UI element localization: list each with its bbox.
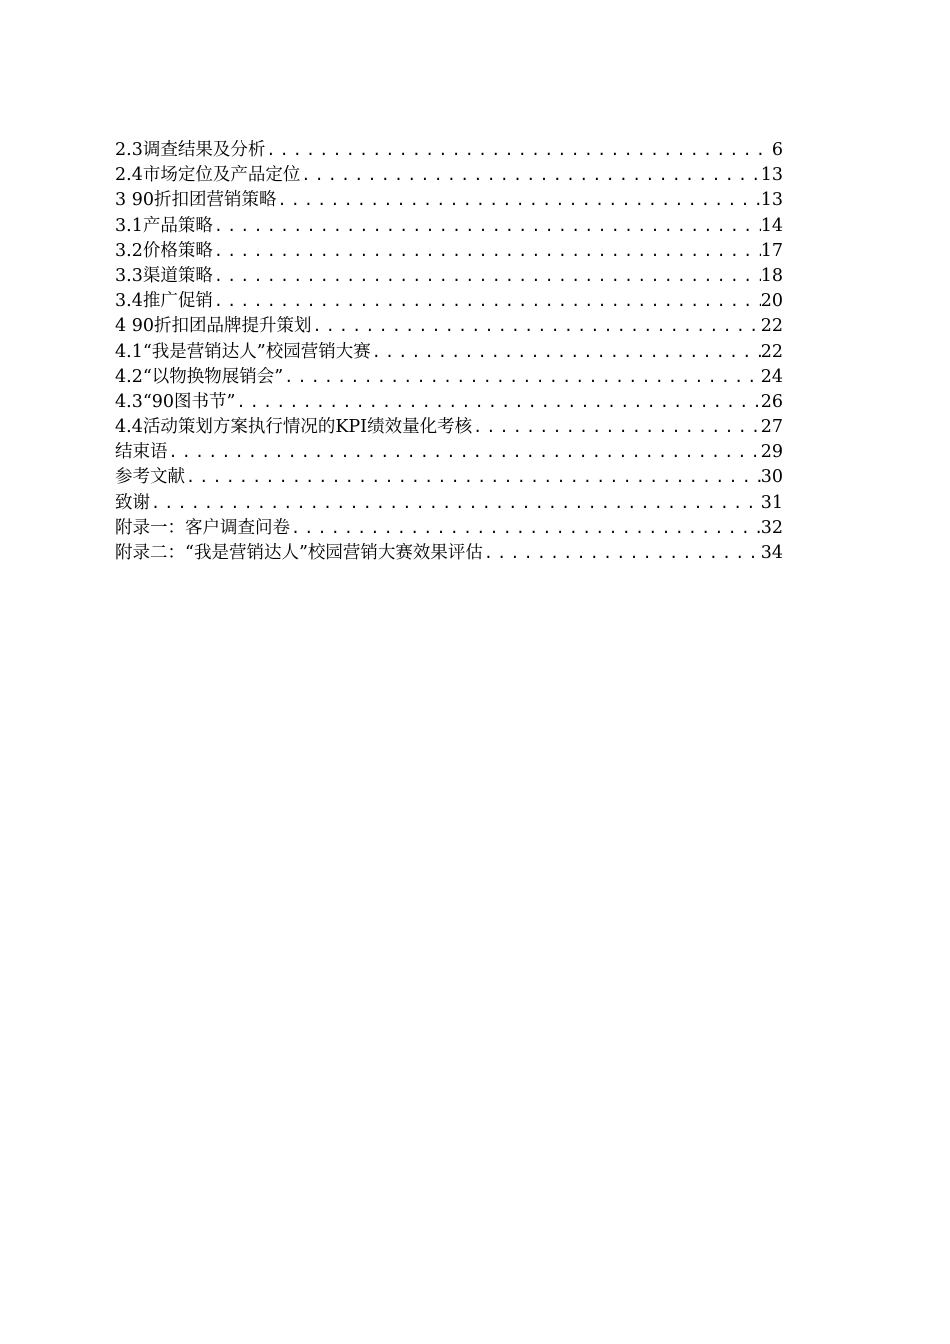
- toc-entry-page: 27: [760, 417, 783, 438]
- toc-entry-page: 22: [760, 316, 783, 337]
- toc-entry-title: 4.3“90图书节”: [115, 391, 236, 412]
- toc-entry-page: 34: [760, 543, 783, 563]
- toc-entry-page: 32: [760, 517, 783, 538]
- toc-dot-leader: [150, 491, 761, 516]
- toc-entry-title: 4.2“以物换物展销会”: [115, 366, 284, 387]
- toc-dot-leader: [213, 239, 761, 264]
- toc-entry-title: 附录二：“我是营销达人”校园营销大赛效果评估: [115, 543, 483, 563]
- toc-entry-page: 31: [760, 492, 783, 513]
- toc-entry-title: 3.1产品策略: [115, 215, 213, 236]
- toc-dot-leader: [213, 214, 761, 239]
- toc-entry-title: 结束语: [115, 442, 168, 463]
- toc-entry[interactable]: [115, 491, 783, 516]
- toc-dot-leader: [213, 264, 761, 289]
- toc-entry-title: 3.3渠道策略: [115, 265, 213, 286]
- toc-dot-leader: [213, 289, 761, 314]
- toc-dot-leader: [300, 163, 760, 188]
- toc-entry-page: 22: [760, 341, 783, 362]
- toc-entry[interactable]: [115, 214, 783, 239]
- toc-entry[interactable]: [115, 365, 783, 390]
- toc-entry-title: 4.4活动策划方案执行情况的KPI绩效量化考核: [115, 417, 473, 438]
- toc-entry-title: 3.2价格策略: [115, 240, 213, 261]
- toc-entry[interactable]: [115, 239, 783, 264]
- toc-entry-page: 26: [760, 391, 783, 412]
- toc-entry-page: 30: [760, 467, 783, 488]
- toc-entry-title: 附录一：客户调查问卷: [115, 517, 290, 538]
- toc-dot-leader: [371, 340, 761, 365]
- toc-entry[interactable]: [115, 340, 783, 365]
- toc-entry-title: 4 90折扣团品牌提升策划: [115, 316, 312, 337]
- toc-entry-page: 24: [760, 366, 783, 387]
- toc-entry[interactable]: [115, 264, 783, 289]
- toc-entry-title: 4.1“我是营销达人”校园营销大赛: [115, 341, 371, 362]
- toc-entry-page: 6: [771, 140, 783, 160]
- toc-entry-page: 13: [760, 165, 783, 186]
- toc-entry-title: 2.3调查结果及分析: [115, 140, 266, 160]
- toc-dot-leader: [276, 188, 760, 213]
- toc-entry-title: 3.4推广促销: [115, 291, 213, 312]
- toc-dot-leader: [311, 314, 760, 339]
- toc-entry-page: 17: [760, 240, 783, 261]
- toc-entry[interactable]: [115, 516, 783, 541]
- toc-entry[interactable]: [115, 440, 783, 465]
- toc-entry-title: 3 90折扣团营销策略: [115, 190, 277, 211]
- toc-dot-leader: [483, 541, 761, 566]
- toc-dot-leader: [236, 390, 761, 415]
- toc-entry[interactable]: [115, 390, 783, 415]
- toc-entry[interactable]: [115, 415, 783, 440]
- toc-dot-leader: [283, 365, 760, 390]
- toc-entry-page: 29: [760, 442, 783, 463]
- toc-dot-leader: [290, 516, 761, 541]
- toc-entry[interactable]: [115, 188, 783, 213]
- toc-entry-title: 致谢: [115, 492, 150, 513]
- toc-entry[interactable]: [115, 541, 783, 566]
- toc-dot-leader: [472, 415, 761, 440]
- toc-entry[interactable]: [115, 465, 783, 490]
- toc-entry[interactable]: [115, 289, 783, 314]
- toc-entry-title: 参考文献: [115, 467, 185, 488]
- toc-entry-page: 18: [760, 265, 783, 286]
- toc-entry[interactable]: [115, 163, 783, 188]
- toc-dot-leader: [185, 465, 761, 490]
- table-of-contents: [115, 138, 783, 566]
- toc-entry-page: 13: [760, 190, 783, 211]
- toc-entry[interactable]: [115, 314, 783, 339]
- toc-entry-title: 2.4市场定位及产品定位: [115, 165, 301, 186]
- toc-entry[interactable]: [115, 138, 783, 163]
- toc-entry-page: 14: [760, 215, 783, 236]
- toc-dot-leader: [265, 138, 772, 163]
- toc-entry-page: 20: [760, 291, 783, 312]
- toc-dot-leader: [168, 440, 761, 465]
